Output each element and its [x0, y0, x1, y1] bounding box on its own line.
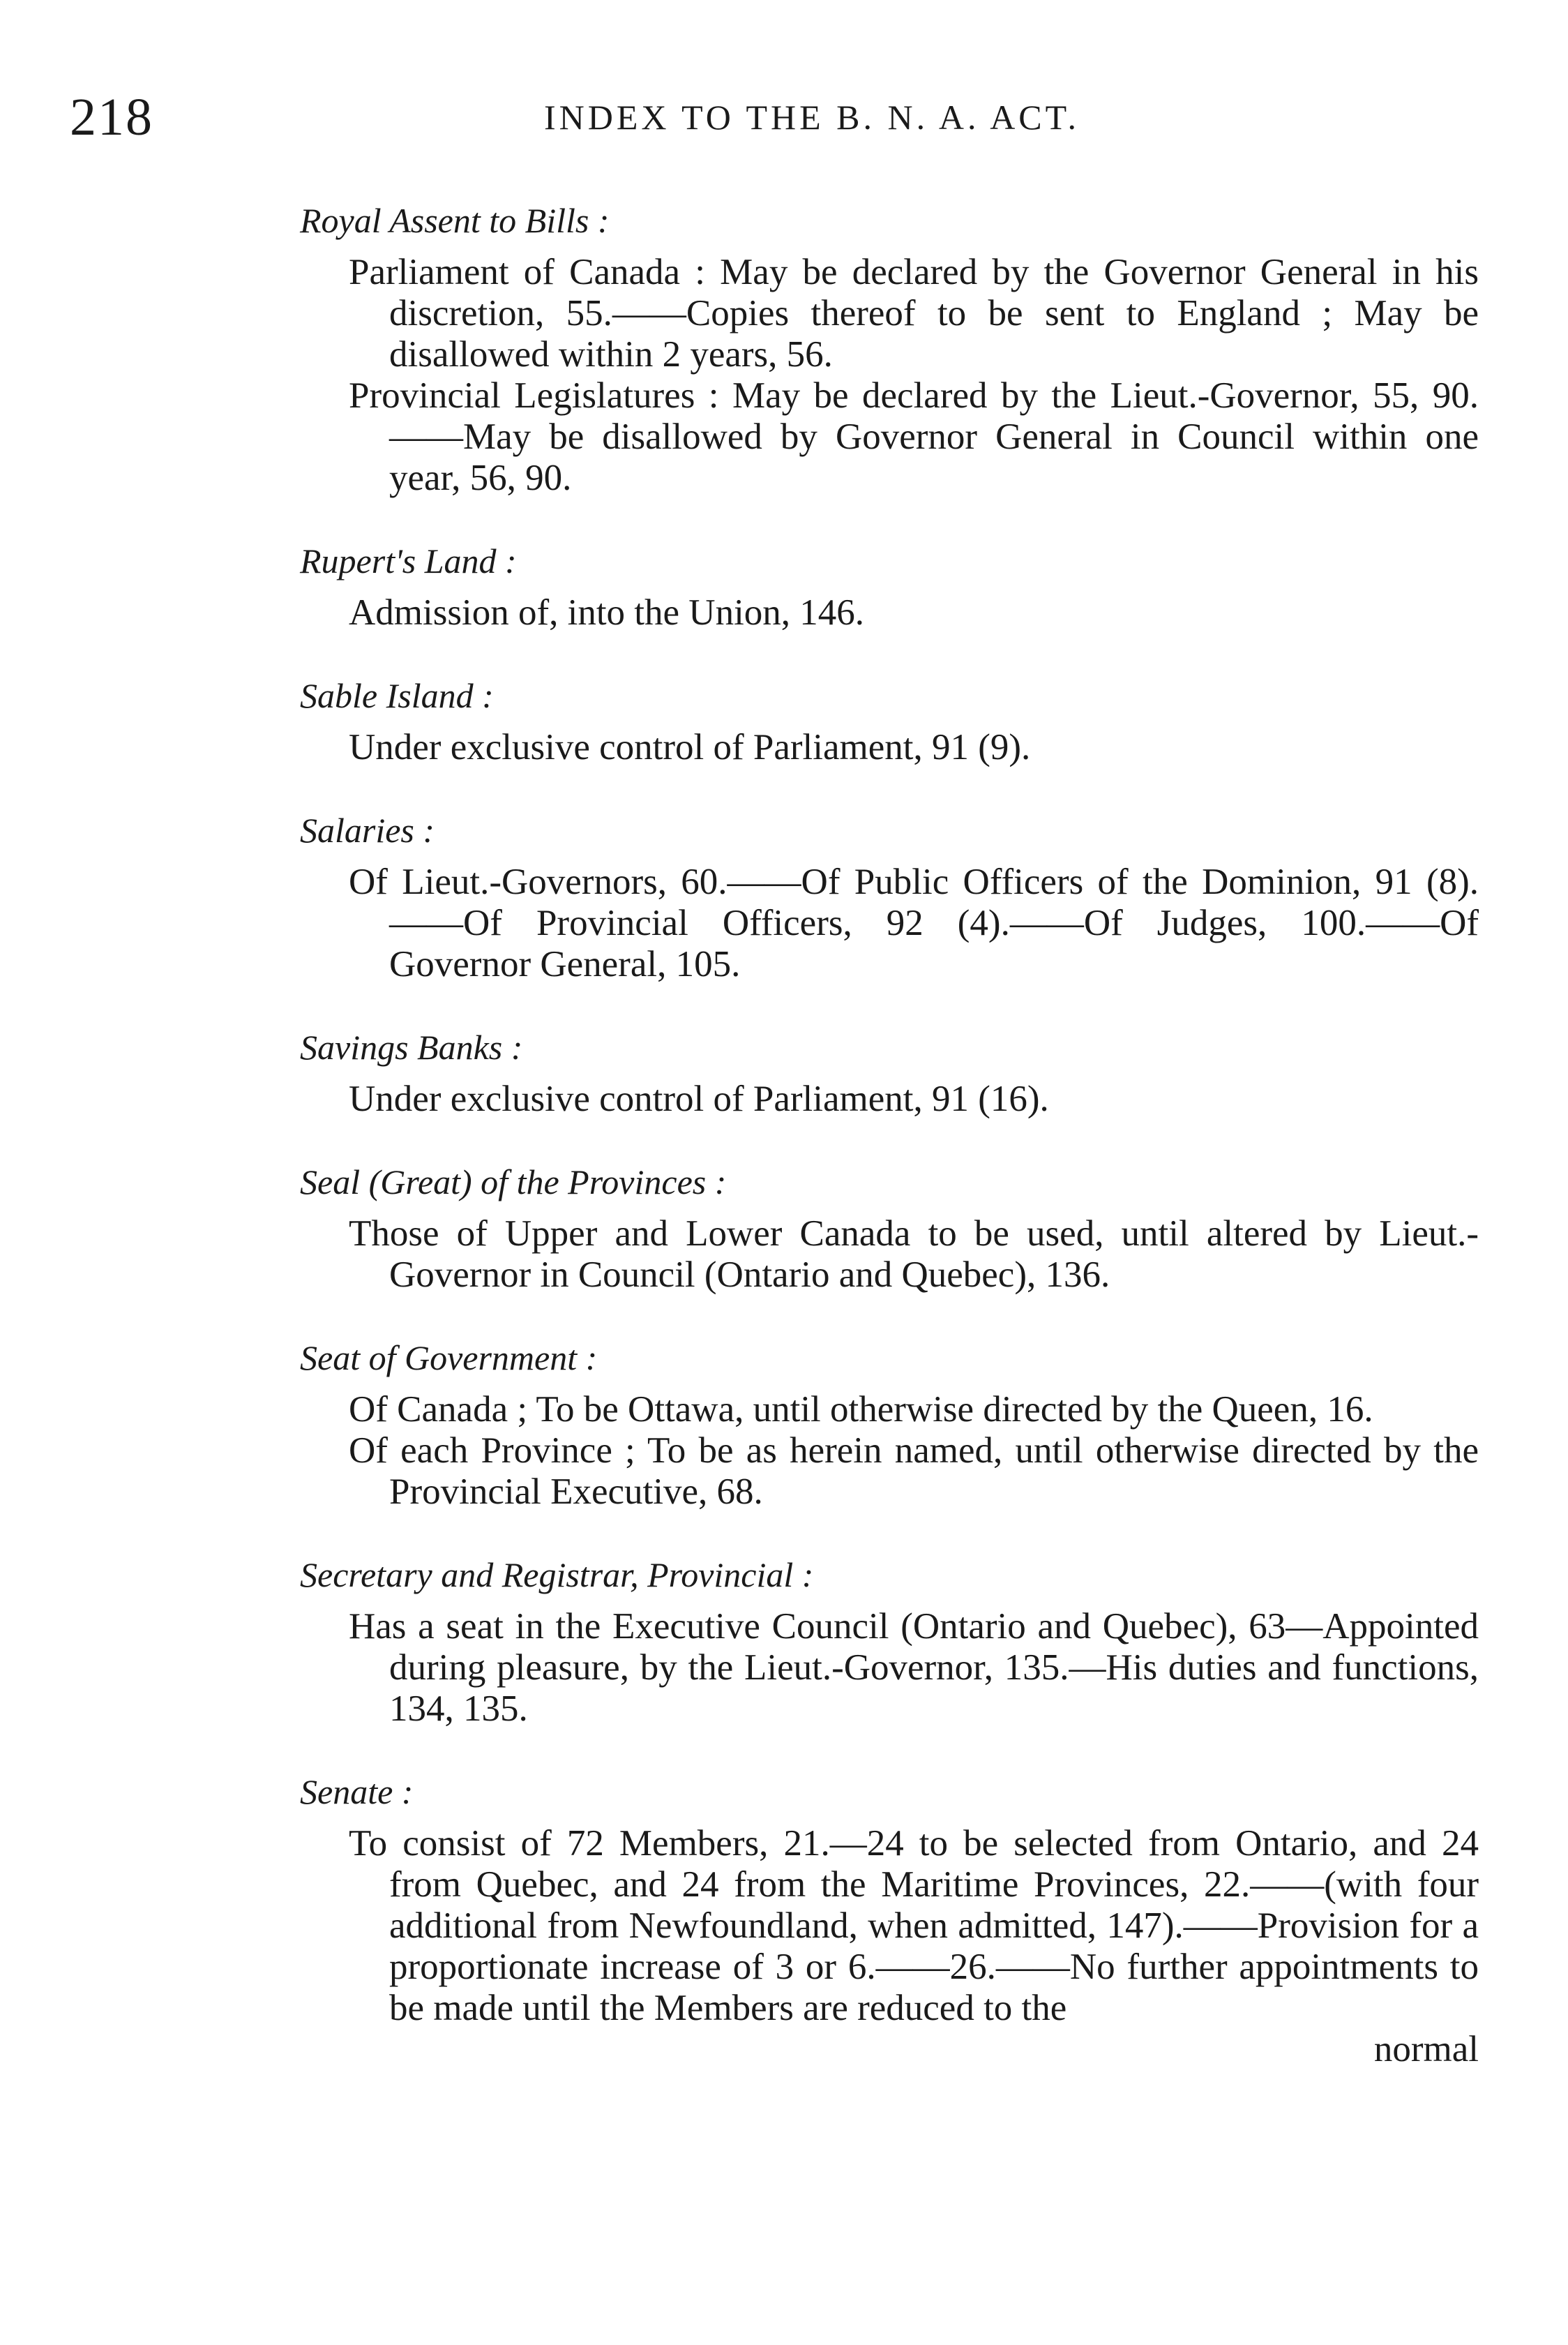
entry-text: Of Lieut.-Governors, 60.——Of Public Officers of the Dominion, 91 (8).——Of Provincial Officers, 92 (4).——Of Judges, 100.——Of Governor General, 105.: [349, 862, 1479, 984]
entry-text: Of each Province ; To be as herein named, until otherwise directed by the Provincial Executive, 68.: [349, 1430, 1479, 1512]
entry-heading: Rupert's Land :: [300, 541, 517, 580]
entry-heading: Seal (Great) of the Provinces :: [300, 1162, 727, 1201]
entry-text: To consist of 72 Members, 21.—24 to be selected from Ontario, and 24 from Quebec, and 24 from the Maritime Provinces, 22.——(with four additional from Newfoundland, when admitted, 147).——Provision for a proportionate increase of 3 or 6.——26.——No further appointments to be made until the Members are reduced to the: [349, 1823, 1479, 2028]
index-entry: [300, 1553, 1479, 1730]
entry-heading: Royal Assent to Bills :: [300, 201, 610, 240]
entry-text: Of Canada ; To be Ottawa, until otherwise directed by the Queen, 16.: [349, 1389, 1373, 1430]
page-header: [70, 87, 1269, 150]
entry-text: Provincial Legislatures : May be declared by the Lieut.-Governor, 55, 90.——May be disallowed by Governor General in Council within one year, 56, 90.: [349, 375, 1479, 498]
entry-heading: Seat of Government :: [300, 1338, 598, 1377]
index-entries: [300, 199, 1479, 2111]
entry-heading: Savings Banks :: [300, 1028, 523, 1067]
index-entry: [300, 1160, 1479, 1296]
entry-text: Admission of, into the Union, 146.: [349, 592, 865, 633]
entry-heading: Sable Island :: [300, 676, 494, 715]
index-entry: [300, 199, 1479, 499]
index-entry: [300, 539, 1479, 634]
entry-heading: Senate :: [300, 1772, 414, 1811]
entry-text: Those of Upper and Lower Canada to be used, until altered by Lieut.-Governor in Council (Ontario and Quebec), 136.: [349, 1213, 1479, 1295]
entry-text: Under exclusive control of Parliament, 91 (16).: [349, 1079, 1049, 1119]
entry-heading: Salaries :: [300, 811, 435, 850]
entry-text: Has a seat in the Executive Council (Ontario and Quebec), 63—Appointed during pleasure, by the Lieut.-Governor, 135.—His duties and functions, 134, 135.: [349, 1606, 1479, 1729]
index-entry: [300, 809, 1479, 985]
page-number: 218: [70, 88, 153, 147]
index-entry: [300, 1026, 1479, 1120]
entry-text: Under exclusive control of Parliament, 91 (9).: [349, 727, 1031, 767]
entry-heading: Secretary and Registrar, Provincial :: [300, 1555, 814, 1594]
index-entry: [300, 1336, 1479, 1513]
running-title: INDEX TO THE B. N. A. ACT.: [544, 98, 1080, 137]
index-entry: [300, 674, 1479, 768]
continuation-word: normal: [1373, 2029, 1479, 2069]
entry-text: Parliament of Canada : May be declared by the Governor General in his discretion, 55.——Copies thereof to be sent to England ; May be disallowed within 2 years, 56.: [349, 252, 1479, 375]
index-entry: [300, 1770, 1479, 2070]
